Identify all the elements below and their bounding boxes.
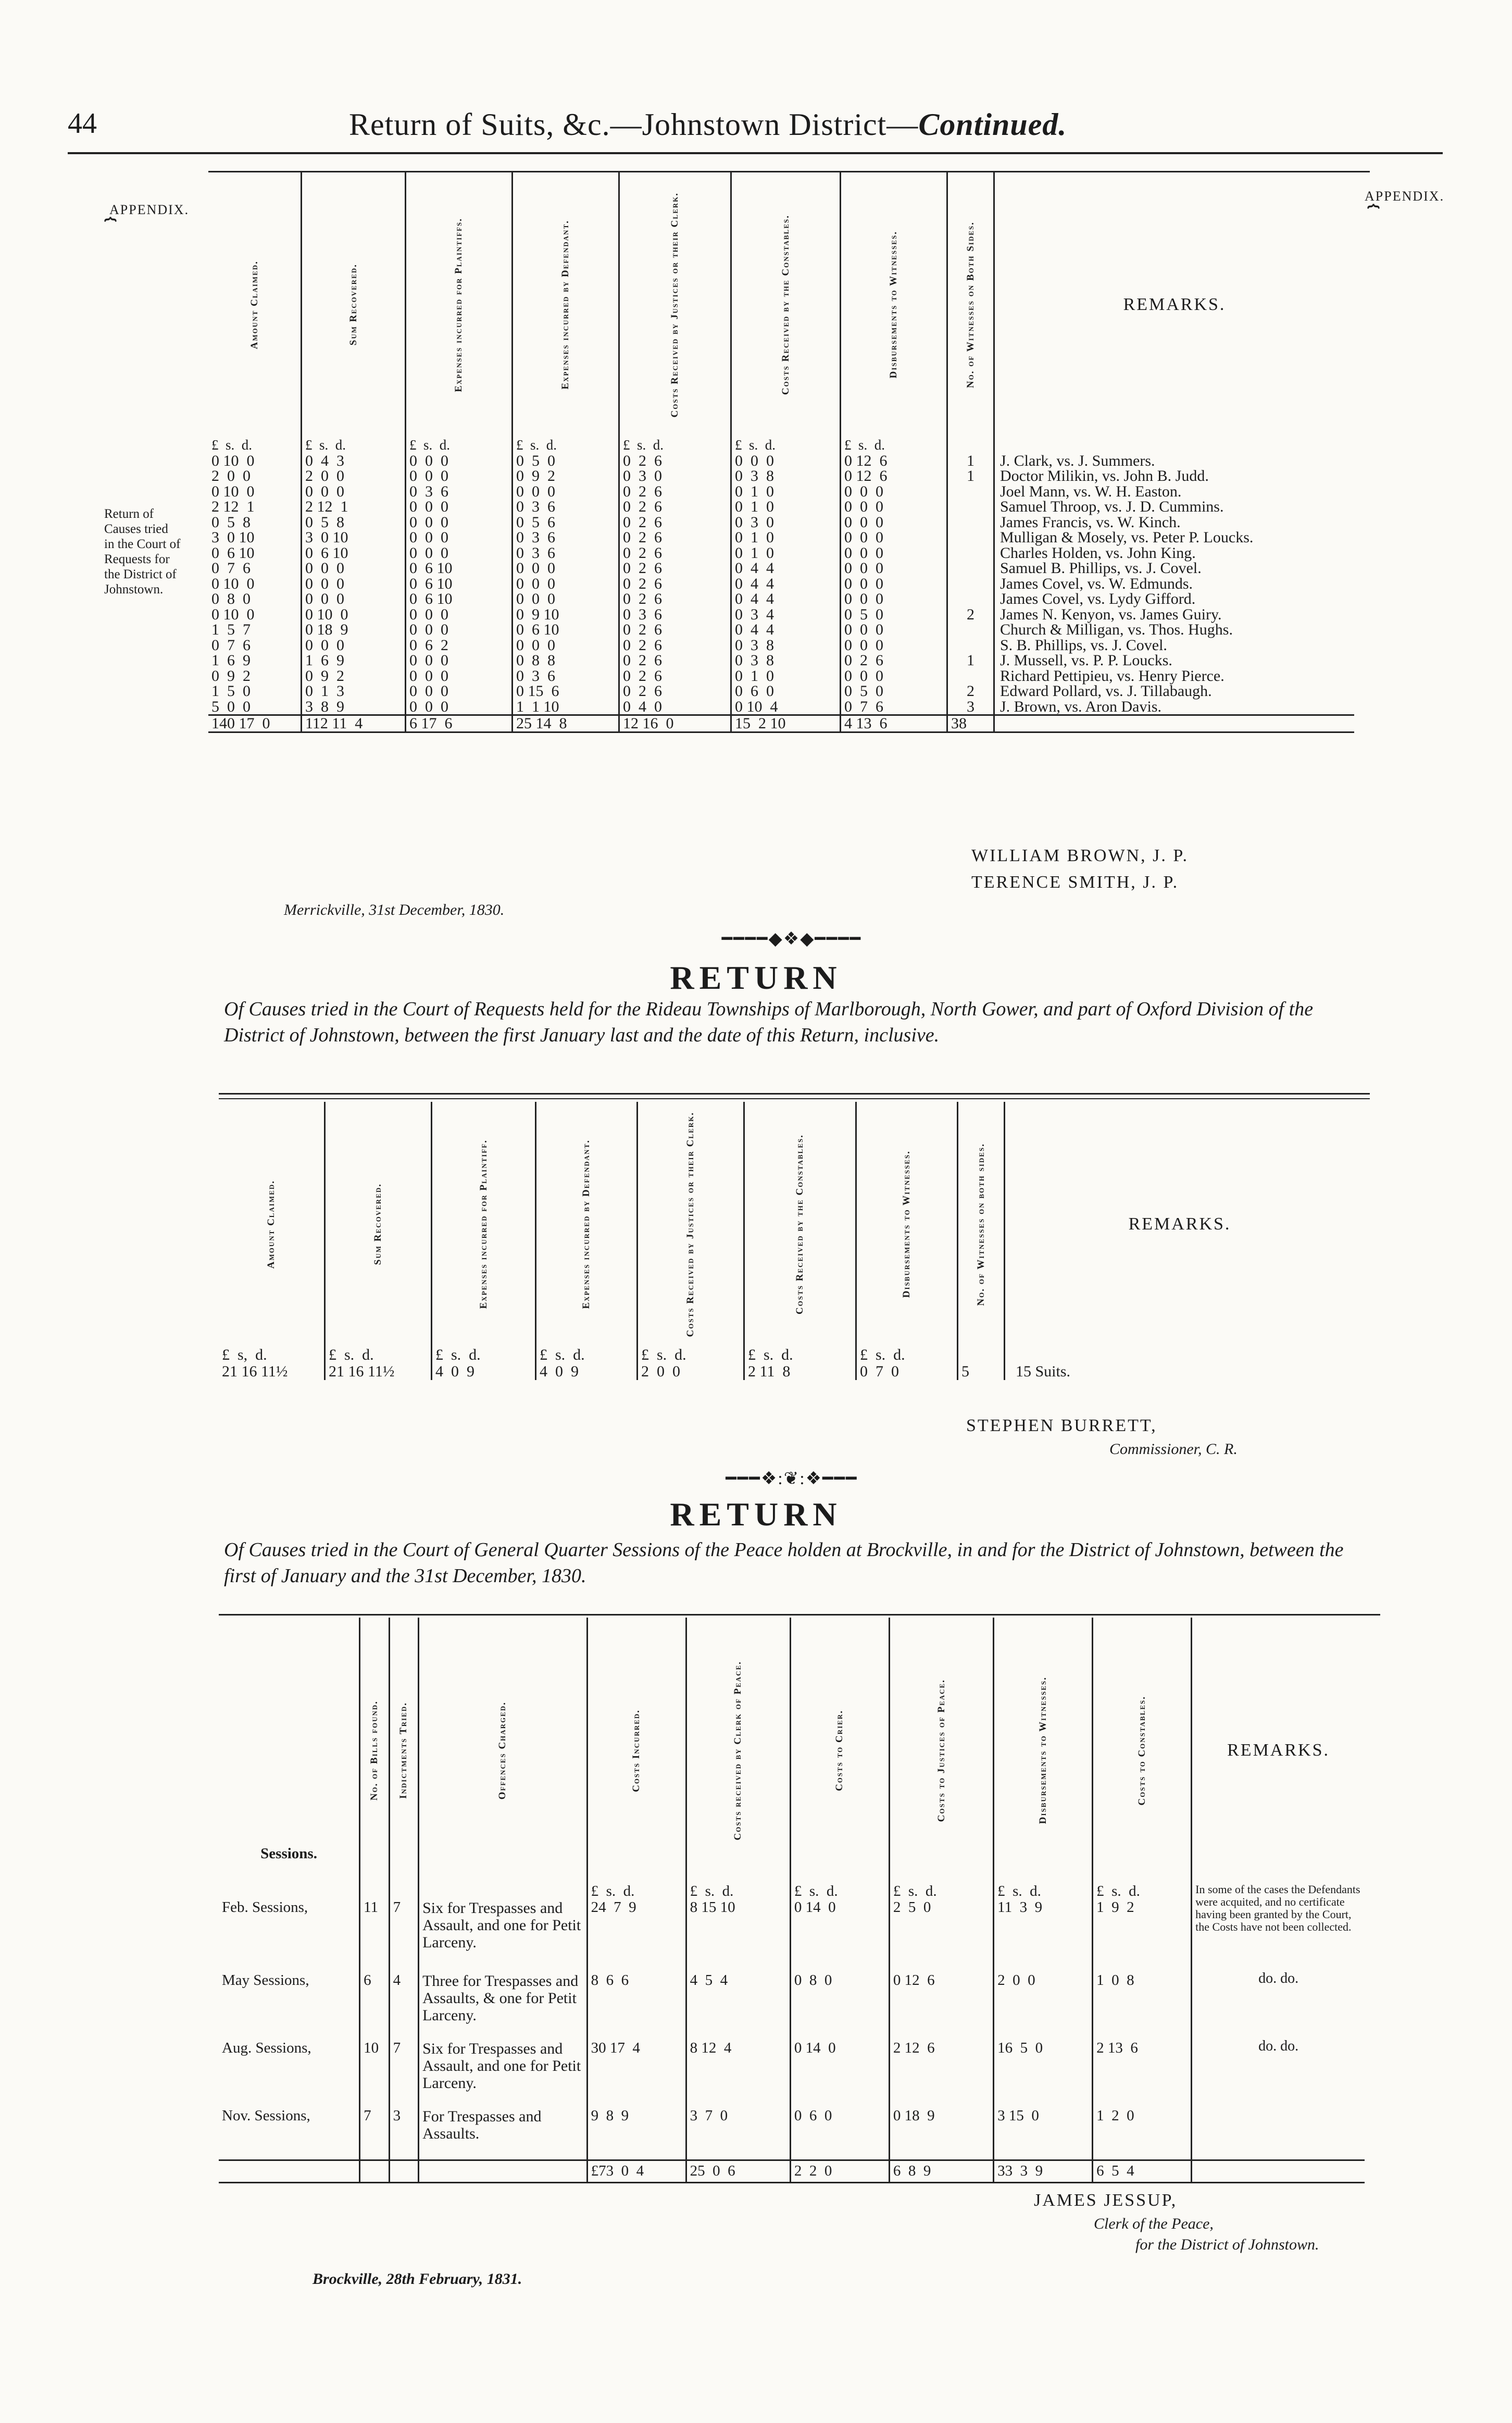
table-row: 3 0 10 3 0 10 0 0 0 0 3 6 0 2 6 0 1 0 0 0 0 Mulligan & Mosely, vs. Peter P. Loucks. [208,530,1354,545]
r2-col-witnesses: No. of Witnesses on both sides. [975,1142,986,1306]
col-witnesses: No. of Witnesses on Both Sides. [965,221,976,388]
r3-currency-row: £ s. d. £ s. d. £ s. d. £ s. d. £ s. d. £ s. d. In some of the cases the Defendants were acquited, and no certificate having been granted by the Court, the Costs have not been collected. [219,1883,1365,1899]
table-row: 0 10 0 0 4 3 0 0 0 0 5 0 0 2 6 0 0 0 0 12 6 1 J. Clark, vs. J. Summers. [208,453,1354,469]
r2-col-costs-justices: Costs Received by Justices or their Clerk. [685,1111,696,1337]
col-expenses-defendant: Expenses incurred by Defendant. [560,220,571,390]
r3-col-justices: Costs to Justices of Peace. [935,1679,947,1822]
r3-col-sessions: Sessions. [260,1845,317,1862]
appendix-label-left: APPENDIX. [109,202,190,217]
jessup-title-1: Clerk of the Peace, [1094,2215,1214,2232]
col-expenses-plaintiffs: Expenses incurred for Plaintiffs. [453,217,464,392]
page-number: 44 [68,107,97,140]
r3-totals-row: £73 0 4 25 0 6 2 2 0 6 8 9 33 3 9 6 5 4 [219,2160,1365,2182]
r2-col-disbursements: Disbursements to Witnesses. [901,1150,912,1298]
r3-col-offences: Offences Charged. [497,1701,508,1800]
table-row: 0 8 0 0 0 0 0 6 10 0 0 0 0 2 6 0 4 4 0 0 0 James Covel, vs. Lydy Gifford. [208,591,1354,607]
header-rule [68,152,1443,154]
currency-row: £ s. d. £ s. d. £ s. d. £ s. d. £ s. d. £ s. d. £ s. d. [208,438,1354,453]
r3-remark-feb: In some of the cases the Defendants were acquited, and no certificate having been granted by the Court, the Costs have not been collected. [1192,1883,1365,1972]
table-row: 0 10 0 0 0 0 0 3 6 0 0 0 0 2 6 0 1 0 0 0 0 Joel Mann, vs. W. H. Easton. [208,484,1354,500]
table-row: 0 9 2 0 9 2 0 0 0 0 3 6 0 2 6 0 1 0 0 0 0 Richard Pettipieu, vs. Henry Pierce. [208,668,1354,684]
r2-data-row: 21 16 11½ 21 16 11½ 4 0 9 4 0 9 2 0 0 2 11 8 0 7 0 5 15 Suits. [219,1363,1354,1380]
table-row: 5 0 0 3 8 9 0 0 0 1 1 10 0 4 0 0 10 4 0 7 6 3 J. Brown, vs. Aron Davis. [208,699,1354,715]
r3-row-feb: Feb. Sessions, 11 7 Six for Trespasses and Assault, and one for Petit Larceny. 24 7 9 8 15 10 0 14 0 2 5 0 11 3 9 1 9 2 [219,1899,1365,1972]
r3-row-may: May Sessions, 6 4 Three for Trespasses and Assaults, & one for Petit Larceny. 8 6 6 4 5 4 0 8 0 0 12 6 2 0 0 1 0 8 do. do. [219,1972,1365,2040]
r2-col-sum-recovered: Sum Recovered. [372,1183,383,1265]
page-header [68,107,1443,154]
r3-col-witnesses: Disbursements to Witnesses. [1037,1676,1048,1824]
table2-top-rule [219,1093,1370,1095]
quarter-sessions-table [219,1618,1365,2183]
r2-col-expenses-plaintiff: Expenses incurred for Plaintiff. [478,1139,489,1309]
r3-col-remarks: REMARKS. [1192,1618,1365,1883]
r2-col-costs-constables: Costs Received by the Constables. [794,1134,805,1314]
col-costs-constables: Costs Received by the Constables. [780,215,791,395]
r3-col-crier: Costs to Crier. [834,1710,845,1791]
ornament-divider-2: ━━━❖:❦:❖━━━ [726,1469,858,1488]
table-row: 0 7 6 0 0 0 0 6 10 0 0 0 0 2 6 0 4 4 0 0 0 Samuel B. Phillips, vs. J. Covel. [208,561,1354,576]
totals-row: 140 17 0 112 11 4 6 17 6 25 14 8 12 16 0 15 2 10 4 13 6 38 [208,715,1354,732]
table-row: 0 10 0 0 0 0 0 6 10 0 0 0 0 2 6 0 4 4 0 0 0 James Covel, vs. W. Edmunds. [208,576,1354,592]
col-amount-claimed: Amount Claimed. [248,260,260,350]
table3-top-rule [219,1614,1380,1616]
table-row: 0 7 6 0 0 0 0 6 2 0 0 0 0 2 6 0 3 8 0 0 0 S. B. Phillips, vs. J. Covel. [208,638,1354,653]
rideau-requests-table [219,1102,1354,1380]
merrickville-date: Merrickville, 31st December, 1830. [284,901,505,918]
col-disbursements: Disbursements to Witnesses. [888,231,899,379]
return3-subtitle: Of Causes tried in the Court of General Quarter Sessions of the Peace holden at Brockville, in and for the District of Johnstown, between the first of January and the 31st December, 1830. [224,1539,1344,1587]
running-title: Return of Suits, &c.—Johnstown District—Continued. [349,107,1067,142]
r2-currency-row: £ s, d. £ s. d. £ s. d. £ s. d. £ s. d. £ s. d. £ s. d. [219,1347,1354,1363]
table-row: 0 6 10 0 6 10 0 0 0 0 3 6 0 2 6 0 1 0 0 0 0 Charles Holden, vs. John King. [208,545,1354,561]
table2-top-rule-2 [219,1098,1370,1099]
col-sum-recovered: Sum Recovered. [347,264,359,346]
r3-col-bills: No. of Bills found. [368,1700,380,1801]
table-row: 1 5 7 0 18 9 0 0 0 0 6 10 0 2 6 0 4 4 0 0 0 Church & Milligan, vs. Thos. Hughs. [208,622,1354,638]
ornament-divider: ━━━━◆❖◆━━━━ [721,929,862,949]
r3-col-tried: Indictments Tried. [398,1702,409,1799]
jessup-title-2: for the District of Johnstown. [1135,2236,1319,2253]
return2-subtitle: Of Causes tried in the Court of Requests held for the Rideau Townships of Marlborough, North Gower, and part of Oxford Division of the District of Johnstown, between the first January last and the date of this Return, inclusive. [224,998,1314,1046]
table-row: 2 12 1 2 12 1 0 0 0 0 3 6 0 2 6 0 1 0 0 0 0 Samuel Throop, vs. J. D. Cummins. [208,499,1354,515]
r3-col-clerk: Costs received by Clerk of Peace. [732,1660,744,1841]
appendix-label-right: APPENDIX. [1365,189,1445,204]
col-remarks: REMARKS. [994,172,1355,438]
burrett-title: Commissioner, C. R. [1109,1440,1238,1458]
table-row: 1 5 0 0 1 3 0 0 0 0 15 6 0 2 6 0 6 0 0 5 0 2 Edward Pollard, vs. J. Tillabaugh. [208,684,1354,699]
r2-col-expenses-defendant: Expenses incurred by Defendant. [581,1139,592,1309]
brockville-date: Brockville, 28th February, 1831. [313,2270,522,2288]
signatory-jessup: JAMES JESSUP, [1034,2191,1178,2210]
r2-col-amount-claimed: Amount Claimed. [266,1179,277,1269]
return2-title: RETURN [670,959,842,996]
table-row: 1 6 9 1 6 9 0 0 0 0 8 8 0 2 6 0 3 8 0 2 6 1 J. Mussell, vs. P. P. Loucks. [208,653,1354,668]
court-of-requests-table [208,172,1354,733]
table-row: 2 0 0 2 0 0 0 0 0 0 9 2 0 3 0 0 3 8 0 12 6 1 Doctor Milikin, vs. John B. Judd. [208,468,1354,484]
r3-col-costs-incurred: Costs Incurred. [631,1709,642,1792]
r3-row-nov: Nov. Sessions, 7 3 For Trespasses and Assaults. 9 8 9 3 7 0 0 6 0 0 18 9 3 15 0 1 2 0 [219,2108,1365,2160]
brace-right: ⏞ [1367,204,1380,228]
brace-left: ⏞ [104,217,117,241]
table-row: 0 10 0 0 10 0 0 0 0 0 9 10 0 3 6 0 3 4 0 5 0 2 James N. Kenyon, vs. James Guiry. [208,607,1354,623]
col-costs-justices: Costs Received by Justices or their Clerk. [669,192,680,418]
r2-col-remarks: REMARKS. [1005,1102,1355,1347]
signatory-brown: WILLIAM BROWN, J. P. [971,846,1189,865]
r3-row-aug: Aug. Sessions, 10 7 Six for Trespasses and Assault, and one for Petit Larceny. 30 17 4 8 12 4 0 14 0 2 12 6 16 5 0 2 13 6 do. do. [219,2040,1365,2108]
r3-col-constables: Costs to Constables. [1136,1695,1147,1806]
return3-title: RETURN [670,1496,842,1533]
side-note: Return of Causes tried in the Court of Requests for the District of Johnstown. [104,507,181,597]
signatory-burrett: STEPHEN BURRETT, [966,1416,1157,1435]
table-row: 0 5 8 0 5 8 0 0 0 0 5 6 0 2 6 0 3 0 0 0 0 James Francis, vs. W. Kinch. [208,515,1354,530]
signatory-smith: TERENCE SMITH, J. P. [971,873,1179,892]
